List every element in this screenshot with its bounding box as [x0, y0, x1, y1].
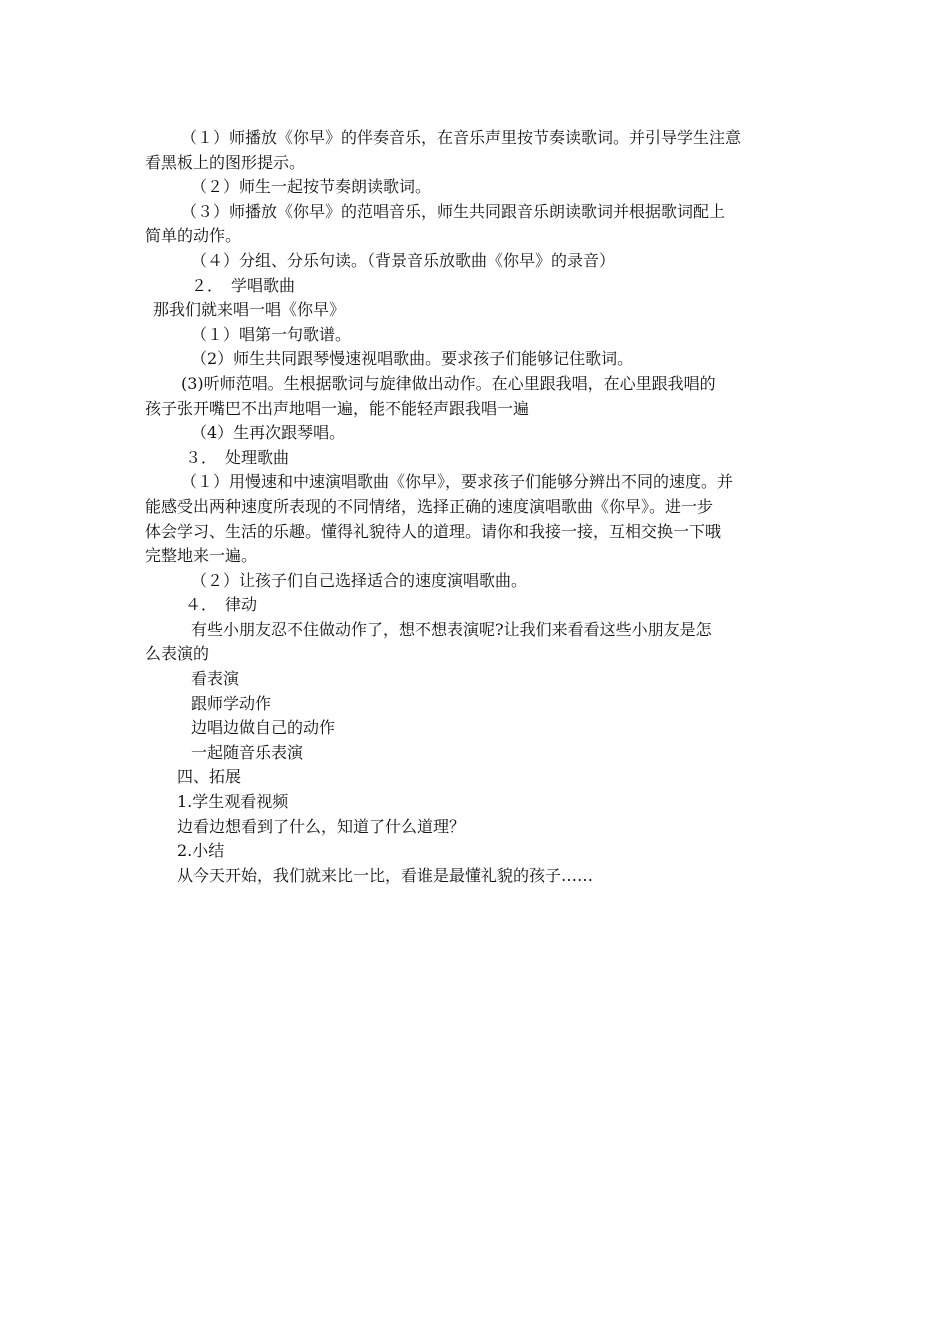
section-heading: ３． 处理歌曲 — [185, 447, 290, 467]
section-heading: ４． 律动 — [185, 595, 258, 615]
paragraph-line: 能感受出两种速度所表现的不同情绪，选择正确的速度演唱歌曲《你早》。进一步 — [145, 496, 714, 516]
paragraph-line: 简单的动作。 — [145, 226, 242, 246]
paragraph-line: 2.小结 — [177, 841, 225, 861]
paragraph-line: 1.学生观看视频 — [177, 792, 289, 812]
section-heading: ２． 学唱歌曲 — [191, 275, 296, 295]
section-heading: 四、拓展 — [177, 767, 242, 787]
paragraph-line: 有些小朋友忍不住做动作了，想不想表演呢?让我们来看看这些小朋友是怎 — [191, 619, 712, 639]
paragraph-line: （２）让孩子们自己选择适合的速度演唱歌曲。 — [191, 570, 528, 590]
paragraph-line: （１）师播放《你早》的伴奏音乐，在音乐声里按节奏读歌词。并引导学生注意 — [181, 128, 742, 147]
paragraph-line: （３）师播放《你早》的范唱音乐，师生共同跟音乐朗读歌词并根据歌词配上 — [181, 201, 726, 221]
paragraph-line: 孩子张开嘴巴不出声地唱一遍，能不能轻声跟我唱一遍 — [145, 398, 530, 418]
paragraph-line: 么表演的 — [145, 644, 210, 664]
paragraph-line: (3)听师范唱。生根据歌词与旋律做出动作。在心里跟我唱，在心里跟我唱的 — [181, 373, 716, 393]
list-item: 看表演 — [191, 669, 240, 689]
list-item: 一起随音乐表演 — [191, 742, 304, 762]
paragraph-line: （１）唱第一句歌谱。 — [191, 324, 352, 344]
paragraph-line: （４）分组、分乐句读。（背景音乐放歌曲《你早》的录音） — [191, 250, 616, 270]
paragraph-line: （１）用慢速和中速演唱歌曲《你早》，要求孩子们能够分辨出不同的速度。并 — [181, 472, 734, 492]
paragraph-line: 体会学习、生活的乐趣。懂得礼貌待人的道理。请你和我接一接，互相交换一下哦 — [145, 521, 722, 541]
list-item: 边唱边做自己的动作 — [191, 718, 336, 738]
paragraph-line: （２）师生一起按节奏朗读歌词。 — [191, 177, 432, 197]
paragraph-line: 从今天开始，我们就来比一比，看谁是最懂礼貌的孩子…… — [177, 865, 594, 885]
paragraph-line: （4）生再次跟琴唱。 — [191, 423, 346, 443]
paragraph-line: 边看边想看到了什么，知道了什么道理？ — [177, 816, 466, 836]
paragraph-line: 那我们就来唱一唱《你早》 — [153, 300, 346, 320]
paragraph-line: 看黑板上的图形提示。 — [145, 152, 306, 172]
paragraph-line: 完整地来一遍。 — [145, 546, 258, 566]
document-body — [145, 126, 810, 888]
list-item: 跟师学动作 — [191, 693, 272, 713]
paragraph-line: （2）师生共同跟琴慢速视唱歌曲。要求孩子们能够记住歌词。 — [191, 349, 634, 369]
